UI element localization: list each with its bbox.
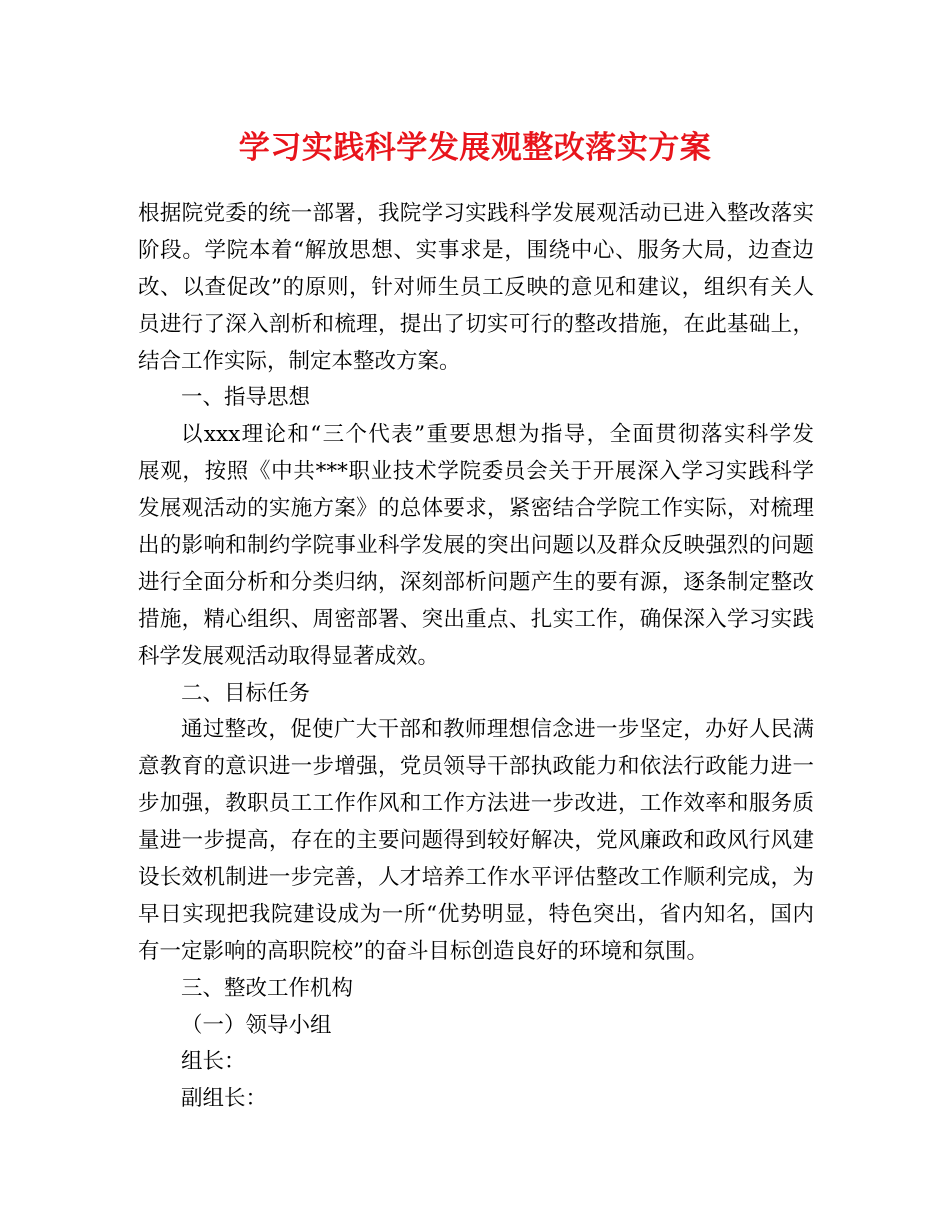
paragraph-line: 阶段。学院本着“解放思想、实事求是，围绕中心、服务大局，边查边 [138, 237, 814, 263]
paragraph-line: 有一定影响的高职院校”的奋斗目标创造良好的环境和氛围。 [138, 938, 708, 964]
paragraph-line: 意教育的意识进一步增强，党员领导干部执政能力和依法行政能力进一 [138, 754, 814, 780]
paragraph-line: 展观，按照《中共***职业技术学院委员会关于开展深入学习实践科学 [138, 459, 814, 485]
paragraph-line: 通过整改，促使广大干部和教师理想信念进一步坚定，办好人民满 [181, 717, 814, 743]
paragraph-line: 二、目标任务 [181, 680, 311, 706]
document-body [138, 196, 814, 1118]
paragraph-line: 进行全面分析和分类归纳，深刻部析问题产生的要有源，逐条制定整改 [138, 569, 814, 595]
paragraph-line: 发展观活动的实施方案》的总体要求，紧密结合学院工作实际，对梳理 [138, 496, 814, 522]
paragraph-line: 改、以查促改”的原则，针对师生员工反映的意见和建议，组织有关人 [138, 274, 814, 300]
paragraph-line: 组长： [181, 1049, 246, 1075]
paragraph-line: 结合工作实际，制定本整改方案。 [138, 348, 461, 374]
paragraph-line: 员进行了深入剖析和梳理，提出了切实可行的整改措施，在此基础上， [138, 311, 814, 337]
paragraph-line: （一）领导小组 [181, 1012, 332, 1038]
paragraph-line: 根据院党委的统一部署，我院学习实践科学发展观活动已进入整改落实 [138, 201, 814, 226]
paragraph-line: 措施，精心组织、周密部署、突出重点、扎实工作，确保深入学习实践 [138, 606, 814, 632]
paragraph-line: 步加强，教职员工工作作风和工作方法进一步改进，工作效率和服务质 [138, 791, 814, 817]
paragraph-line: 一、指导思想 [181, 385, 311, 411]
paragraph-line: 以xxx理论和“三个代表”重要思想为指导，全面贯彻落实科学发 [181, 422, 814, 448]
paragraph-line: 设长效机制进一步完善，人才培养工作水平评估整改工作顺利完成，为 [138, 865, 814, 891]
paragraph-line: 早日实现把我院建设成为一所“优势明显，特色突出，省内知名，国内 [138, 901, 814, 927]
paragraph-line: 副组长： [181, 1086, 268, 1112]
paragraph-line: 三、整改工作机构 [181, 975, 354, 1001]
paragraph-line: 量进一步提高，存在的主要问题得到较好解决，党风廉政和政风行风建 [138, 828, 814, 854]
paragraph-line: 出的影响和制约学院事业科学发展的突出问题以及群众反映强烈的问题 [138, 533, 814, 559]
document-title: 学习实践科学发展观整改落实方案 [238, 130, 712, 166]
paragraph-line: 科学发展观活动取得显著成效。 [138, 643, 440, 669]
